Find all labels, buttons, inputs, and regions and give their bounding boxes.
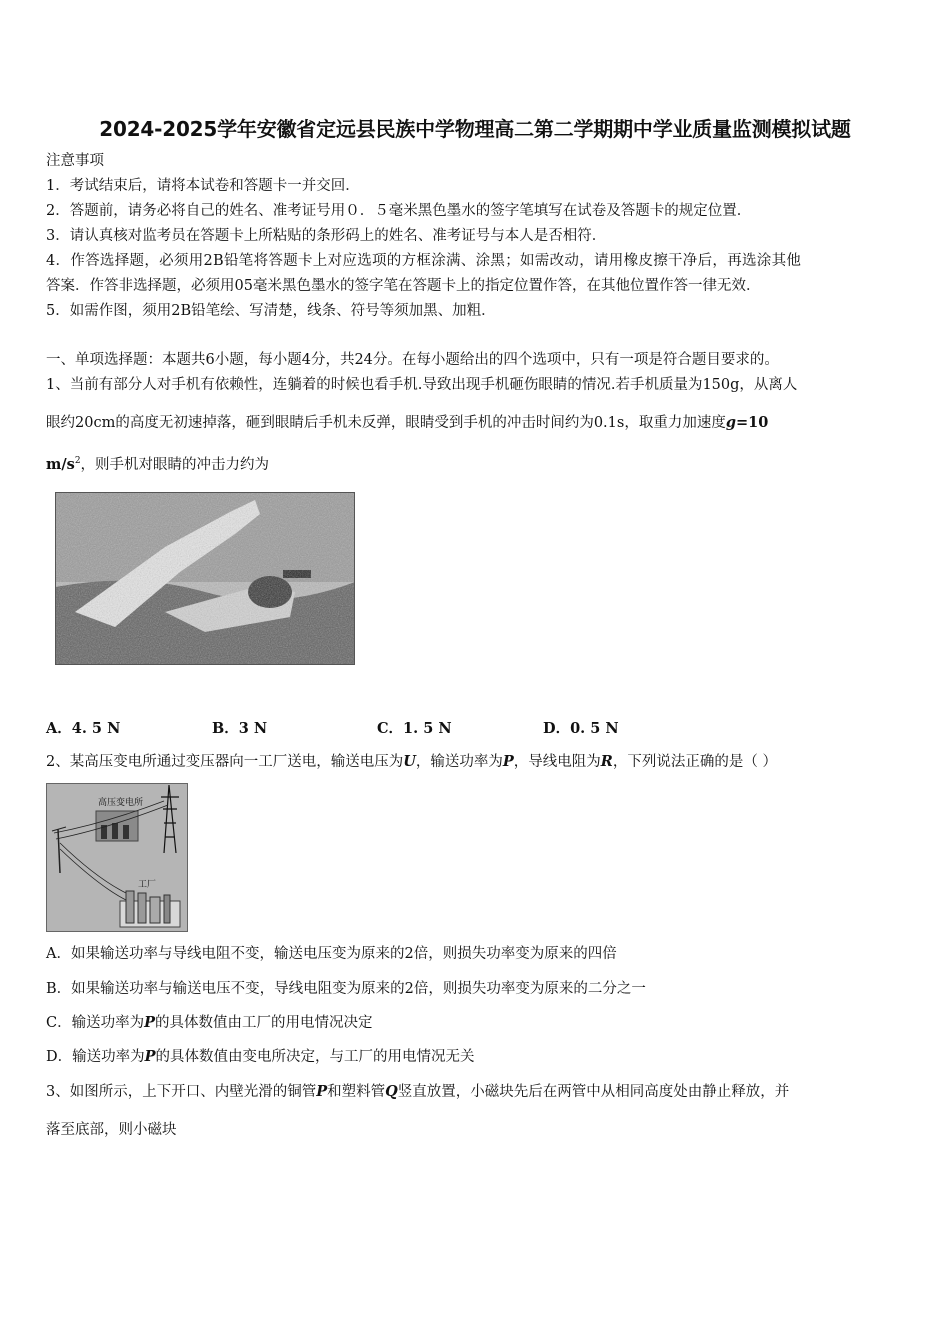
phone-user-photo [55,492,355,665]
question-2-option-a[interactable]: A．如果输送功率与导线电阻不变，输送电压变为原来的2倍，则损失功率变为原来的四倍 [46,946,617,962]
option-c[interactable]: C．1. 5 N [377,720,452,737]
question-3-text: 落至底部，则小磁块 [46,1122,177,1138]
power-transmission-diagram [46,783,188,932]
station-label: 高压变电所 [98,798,144,808]
question-2-option-b[interactable]: B．如果输送功率与输送电压不变，导线电阻变为原来的2倍，则损失功率变为原来的二分之一 [46,981,646,997]
notice-item: 1．考试结束后，请将本试卷和答题卡一并交回． [46,178,360,194]
question-1-options [46,717,746,739]
question-1-text: 眼约20cm的高度无初速掉落，砸到眼睛后手机未反弹，眼睛受到手机的冲击时间约为0.1s，取重力加速度g=10 [46,414,769,431]
question-2-option-d[interactable]: D．输送功率为P的具体数值由变电所决定，与工厂的用电情况无关 [46,1048,475,1065]
question-1-text: $m/s^2$，则手机对眼睛的冲击力约为 [46,455,270,473]
section-heading: 一、单项选择题：本题共6小题，每小题4分，共24分。在每小题给出的四个选项中，只有一项是符合题目要求的。 [46,352,779,368]
option-b[interactable]: B．3 N [212,720,268,737]
notice-item: 3．请认真核对监考员在答题卡上所粘贴的条形码上的姓名、准考证号与本人是否相符． [46,228,607,244]
factory-label: 工厂 [138,880,157,890]
notice-item: 2．答题前，请务必将自己的姓名、准考证号用０．５毫米黑色墨水的签字笔填写在试卷及答题卡的规定位置． [46,203,752,219]
notice-item: 5．如需作图，须用2B铅笔绘、写清楚，线条、符号等须加黑、加粗． [46,303,496,319]
question-2-text: 2、某高压变电所通过变压器向一工厂送电，输送电压为U，输送功率为P，导线电阻为R，下列说法正确的是（ ） [46,753,777,770]
question-1-text: 1、当前有部分人对手机有依赖性，连躺着的时候也看手机.导致出现手机砸伤眼睛的情况.若手机质量为150g，从离人 [46,377,798,393]
notice-item: 4．作答选择题，必须用2B铅笔将答题卡上对应选项的方框涂满、涂黑；如需改动，请用橡皮擦干净后，再选涂其他 [46,253,802,269]
question-2-option-c[interactable]: C．输送功率为P的具体数值由工厂的用电情况决定 [46,1014,373,1031]
notice-heading: 注意事项 [46,153,104,169]
notice-item: 答案．作答非选择题，必须用05毫米黑色墨水的签字笔在答题卡上的指定位置作答，在其他位置作答一律无效． [46,278,761,294]
option-a[interactable]: A．4. 5 N [46,720,121,737]
question-3-text: 3、如图所示，上下开口、内壁光滑的铜管P和塑料管Q竖直放置，小磁块先后在两管中从相同高度处由静止释放，并 [46,1083,790,1100]
option-d[interactable]: D．0. 5 N [543,720,619,737]
page-title: 2024-2025学年安徽省定远县民族中学物理高二第二学期期中学业质量监测模拟试题 [99,117,851,141]
